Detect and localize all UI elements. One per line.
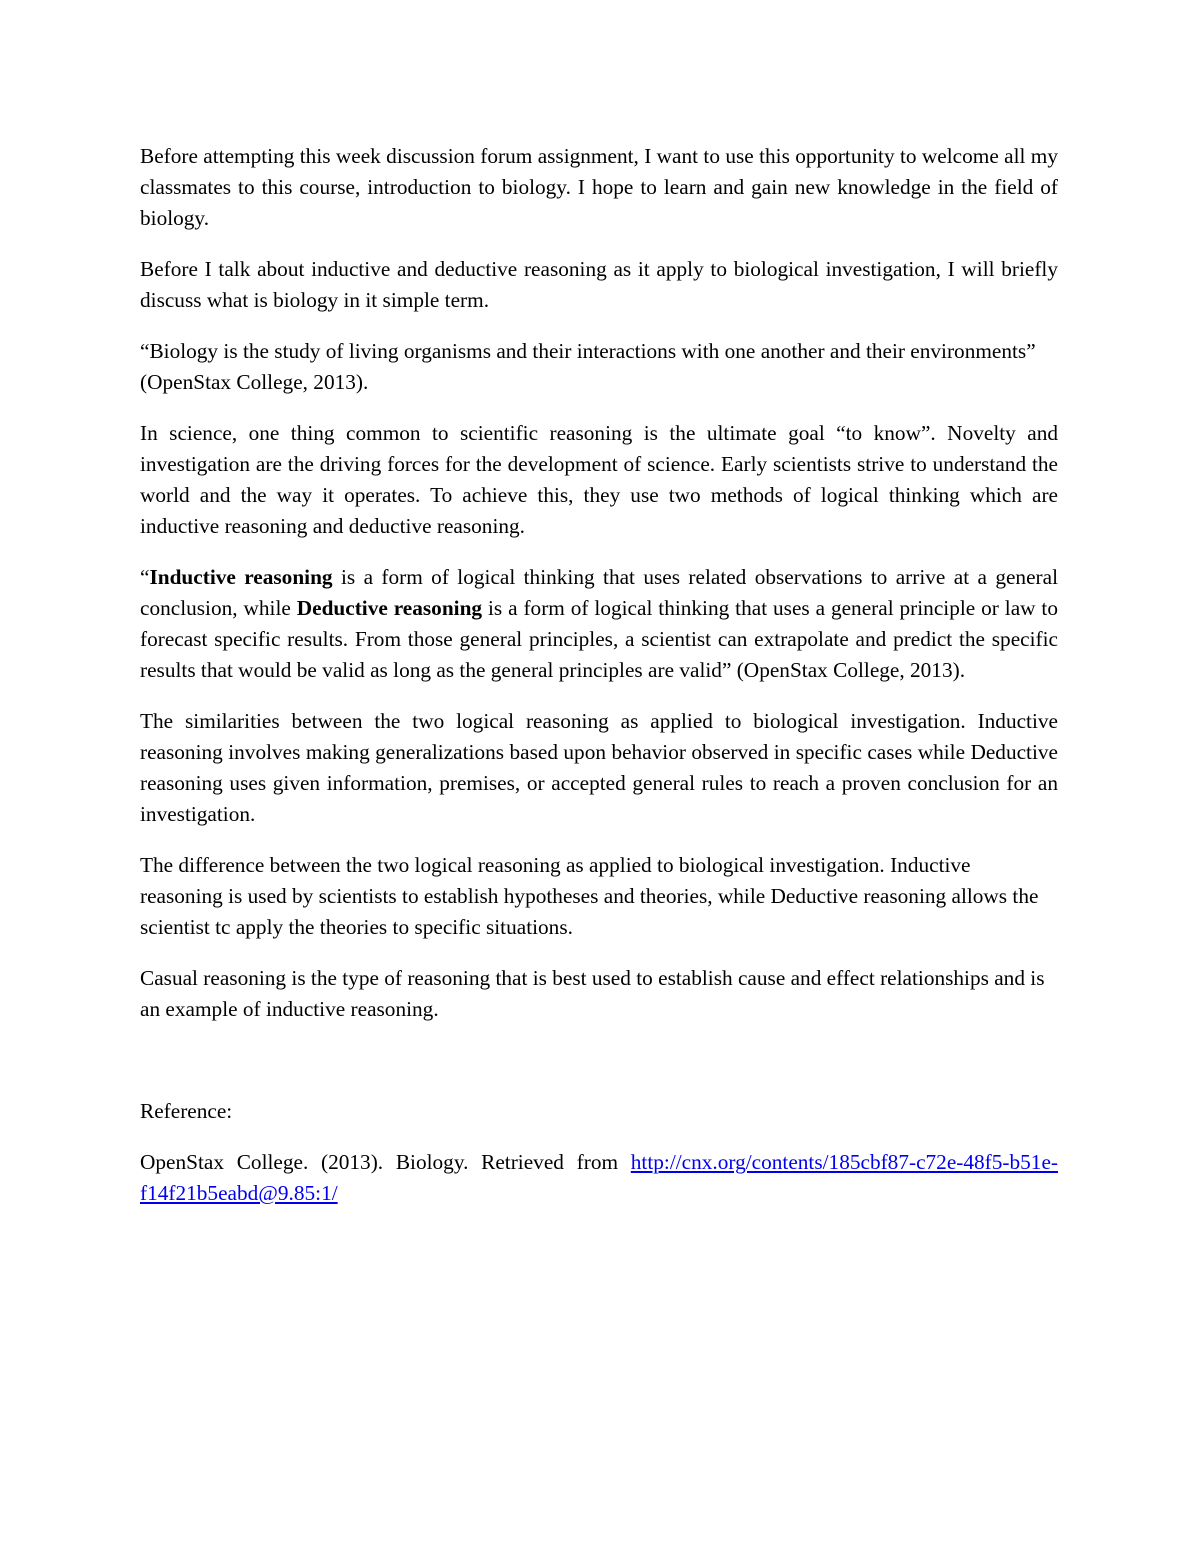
open-quote: “ [140, 565, 150, 589]
paragraph-scientific-reasoning: In science, one thing common to scientific reasoning is the ultimate goal “to know”. Novelty and investigation are the driving forces for the development of science. Early scientists strive to understand the world and the way it operates. To achieve this, they use two methods of logical thinking which are inductive reasoning and deductive reasoning. [140, 421, 1058, 538]
term-inductive-reasoning: Inductive reasoning [149, 565, 333, 589]
term-deductive-reasoning: Deductive reasoning [296, 596, 483, 620]
paragraph-biology-definition: “Biology is the study of living organisms and their interactions with one another and their environments” (OpenStax College, 2013). [140, 339, 1036, 394]
reference-heading: Reference: [140, 1099, 233, 1123]
definition-text-2: is a form of logical thinking that uses a general principle or law to forecast specific results. From those general principles, a scientist can extrapolate and predict the specific results that would be valid as long as the general principles are valid” (OpenStax College, 2013). [140, 596, 1058, 682]
reference-link[interactable]: http://cnx.org/contents/185cbf87-c72e-48f5-b51e-f14f21b5eabd@9.85:1/ [140, 1150, 1058, 1205]
paragraph-casual-reasoning: Casual reasoning is the type of reasoning that is best used to establish cause and effect relationships and is an example of inductive reasoning. [140, 966, 1045, 1021]
paragraph-reasoning-definitions [140, 562, 1058, 686]
paragraph-similarities: The similarities between the two logical reasoning as applied to biological investigation. Inductive reasoning involves making generalizations based upon behavior observed in specific cases while Deductive reasoning uses given information, premises, or accepted general rules to reach a proven conclusion for an investigation. [140, 709, 1058, 826]
paragraph-intro: Before attempting this week discussion forum assignment, I want to use this opportunity to welcome all my classmates to this course, introduction to biology. I hope to learn and gain new knowledge in the field of biology. [140, 144, 1058, 230]
document-body [140, 141, 1058, 1229]
paragraph-differences: The difference between the two logical reasoning as applied to biological investigation. Inductive reasoning is used by scientists to establish hypotheses and theories, while Deductive reasoning allows the scientist tc apply the theories to specific situations. [140, 853, 1039, 939]
reference-entry [140, 1147, 1058, 1209]
reference-citation: OpenStax College. (2013). Biology. Retrieved from [140, 1150, 631, 1174]
definition-text-1: is a form of logical thinking that uses related observations to arrive at a general conclusion, while [140, 565, 1058, 620]
spacer [140, 1045, 1058, 1096]
paragraph-overview: Before I talk about inductive and deductive reasoning as it apply to biological investigation, I will briefly discuss what is biology in it simple term. [140, 257, 1058, 312]
